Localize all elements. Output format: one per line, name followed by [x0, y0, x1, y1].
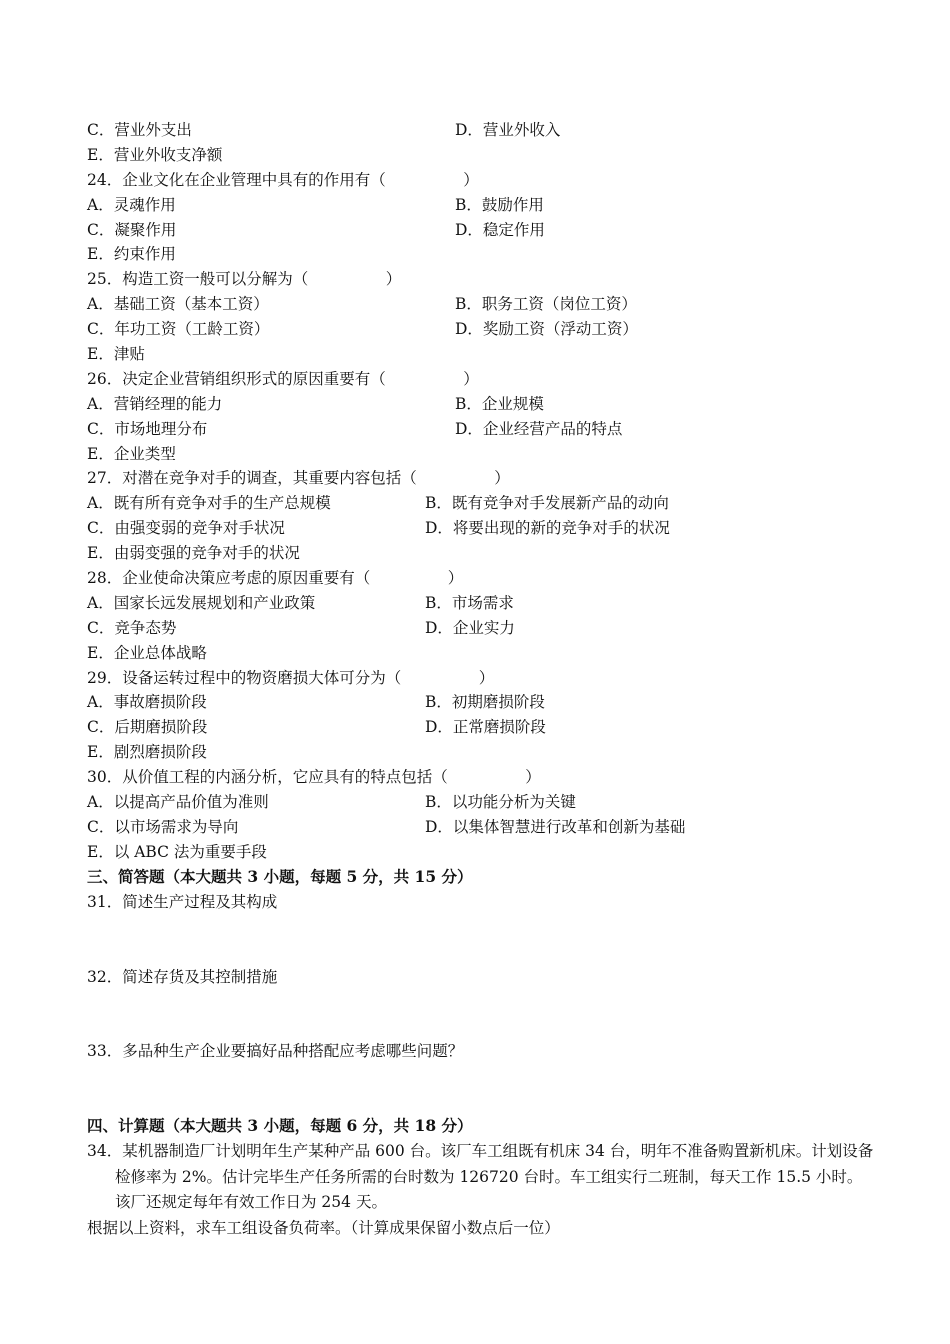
q26-option-a: A．营销经理的能力 — [87, 394, 223, 413]
q27-option-e: E．由弱变强的竞争对手的状况 — [87, 544, 300, 563]
q23-option-d: D．营业外收入 — [455, 121, 561, 139]
q30-option-d: D．以集体智慧进行改革和创新为基础 — [425, 817, 686, 836]
q29-options-cd — [87, 715, 877, 740]
q30-option-b: B．以功能分析为关键 — [425, 793, 576, 812]
q29-option-d: D．正常磨损阶段 — [425, 718, 546, 737]
q29-option-c: C．后期磨损阶段 — [87, 718, 208, 737]
q25-options-cd — [87, 317, 877, 342]
q28-option-b: B．市场需求 — [425, 593, 514, 612]
q25-option-b: B．职务工资（岗位工资） — [455, 295, 637, 314]
section4-heading: 四、计算题（本大题共 3 小题，每题 6 分，共 18 分） — [87, 1116, 473, 1136]
q24-option-d: D．稳定作用 — [455, 220, 545, 239]
q30-option-e: E．以 ABC 法为重要手段 — [87, 842, 267, 861]
q27-option-b: B．既有竞争对手发展新产品的动向 — [425, 494, 669, 513]
q25-stem: 25．构造工资一般可以分解为（ ） — [87, 270, 402, 289]
q32-stem: 32．简述存货及其控制措施 — [87, 967, 278, 986]
q30-options-cd — [87, 815, 877, 840]
q28-option-d: D．企业实力 — [425, 618, 515, 637]
q27-option-d: D．将要出现的新的竞争对手的状况 — [425, 519, 670, 538]
q29-option-a: A．事故磨损阶段 — [87, 693, 207, 712]
q26-option-e: E．企业类型 — [87, 444, 176, 463]
q34-stem: 34．某机器制造厂计划明年生产某种产品 600 台。该厂车工组既有机床 34 台，明年不准备购置新机床。计划设备检修率为 2%。估计完毕生产任务所需的台时数为 126720 台时。车工组实行二班制，每天工作 15.5 小时。该厂还规定每年有效工作日为 254 天。 — [87, 1142, 874, 1212]
q28-option-e: E．企业总体战略 — [87, 643, 207, 662]
q27-options-ab — [87, 491, 877, 516]
q24-options-cd — [87, 218, 877, 243]
q30-option-a: A．以提高产品价值为准则 — [87, 793, 269, 812]
q28-option-c: C．竞争态势 — [87, 618, 177, 637]
q28-stem: 28．企业使命决策应考虑的原因重要有（ ） — [87, 569, 464, 588]
q31-answer-space — [87, 915, 877, 965]
q33-stem: 33．多品种生产企业要搞好品种搭配应考虑哪些问题？ — [87, 1042, 464, 1061]
q29-option-b: B．初期磨损阶段 — [425, 693, 545, 712]
q26-option-c: C．市场地理分布 — [87, 419, 208, 438]
q26-options-ab — [87, 392, 877, 417]
q25-option-a: A．基础工资（基本工资） — [87, 295, 269, 314]
q27-option-c: C．由强变弱的竞争对手状况 — [87, 519, 285, 538]
q27-options-cd — [87, 516, 877, 541]
q27-stem: 27．对潜在竞争对手的调查，其重要内容包括（ ） — [87, 469, 510, 488]
q26-option-b: B．企业规模 — [455, 394, 544, 413]
q27-option-a: A．既有所有竞争对手的生产总规模 — [87, 494, 331, 513]
q28-options-ab — [87, 591, 877, 616]
q29-stem: 29．设备运转过程中的物资磨损大体可分为（ ） — [87, 668, 495, 687]
q24-stem: 24．企业文化在企业管理中具有的作用有（ ） — [87, 170, 479, 189]
q32-answer-space — [87, 989, 877, 1039]
q26-options-cd — [87, 417, 877, 442]
q28-option-a: A．国家长远发展规划和产业政策 — [87, 593, 316, 612]
q24-option-a: A．灵魂作用 — [87, 195, 176, 214]
q23-option-c: C．营业外支出 — [87, 121, 192, 139]
q25-options-ab — [87, 292, 877, 317]
q25-option-d: D．奖励工资（浮动工资） — [455, 320, 638, 339]
q29-option-e: E．剧烈磨损阶段 — [87, 743, 207, 762]
q31-stem: 31．简述生产过程及其构成 — [87, 892, 278, 911]
q28-options-cd — [87, 616, 877, 641]
q29-options-ab — [87, 690, 877, 715]
q30-options-ab — [87, 790, 877, 815]
q24-option-b: B．鼓励作用 — [455, 195, 544, 214]
q24-options-ab — [87, 193, 877, 218]
section3-heading: 三、简答题（本大题共 3 小题，每题 5 分，共 15 分） — [87, 866, 473, 886]
q34-question: 根据以上资料，求车工组设备负荷率。（计算成果保留小数点后一位） — [87, 1218, 560, 1237]
q25-option-c: C．年功工资（工龄工资） — [87, 320, 270, 339]
q23-options-cd — [87, 118, 877, 143]
q23-option-e: E．营业外收支净额 — [87, 145, 223, 164]
q33-answer-space — [87, 1064, 877, 1114]
q26-option-d: D．企业经营产品的特点 — [455, 419, 623, 438]
q30-option-c: C．以市场需求为导向 — [87, 817, 239, 836]
q24-option-e: E．约束作用 — [87, 245, 176, 264]
q26-stem: 26．决定企业营销组织形式的原因重要有（ ） — [87, 369, 479, 388]
page-content — [87, 118, 877, 1241]
q25-option-e: E．津贴 — [87, 345, 145, 364]
q24-option-c: C．凝聚作用 — [87, 220, 177, 239]
q30-stem: 30．从价值工程的内涵分析，它应具有的特点包括（ ） — [87, 768, 541, 787]
